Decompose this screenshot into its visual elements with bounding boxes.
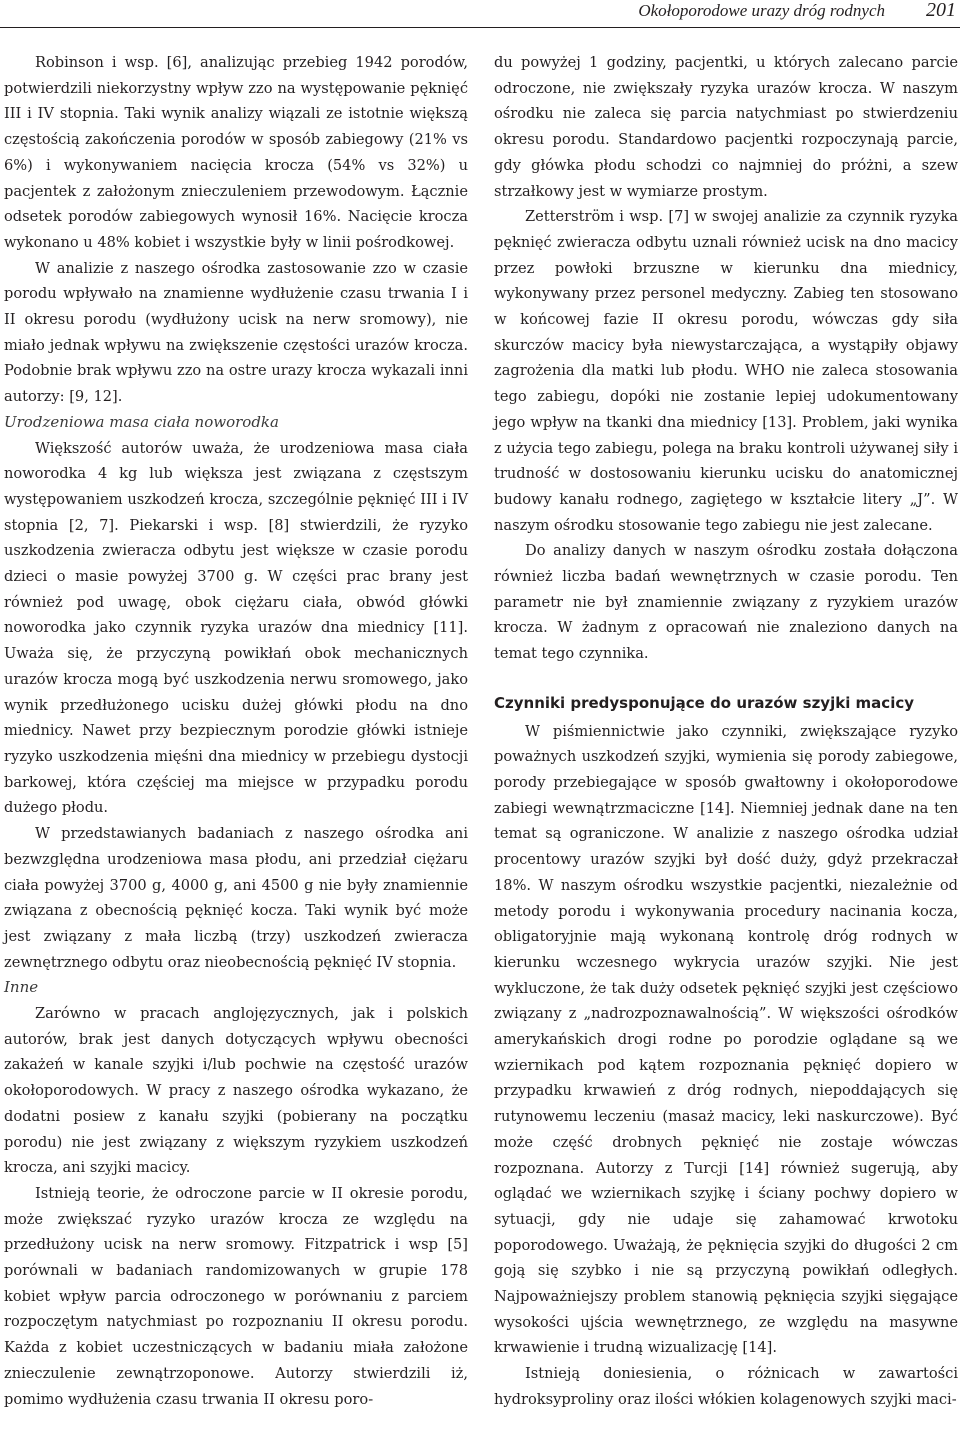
paragraph: Istnieją teorie, że odroczone parcie w II okresie porodu, może zwiększać ryzyko urazów krocza ze względu na przedłużony ucisk na nerw sromowy. Fitzpatrick i wsp [5] porównali w badaniach randomizowanych w grupie 178 kobiet wpływ parcia odroczonego w porównaniu z parciem rozpoczętym natychmiast po rozpoznaniu II okresu porodu. Każda z kobiet uczestniczących w badaniu miała założone znieczulenie zewnątrzoponowe. Autorzy stwierdzili iż, pomimo wydłużenia czasu trwania II okresu poro- [4, 1184, 468, 1408]
paragraph: Większość autorów uważa, że urodzeniowa masa ciała noworodka 4 kg lub większa jest związana z częstszym występowaniem uszkodzeń krocza, szczególnie pęknięć III i IV stopnia [2, 7]. Piekarski i wsp. [8] stwierdzili, że ryzyko uszkodzenia zwieracza odbytu jest większe w czasie porodu dzieci o masie powyżej 3700 g. W części prac brany jest również pod uwagę, obok ciężaru ciała, obwód główki noworodka jako czynnik ryzyka urazów dna miednicy [11]. Uważa się, że przyczyną powikłań obok mechanicznych urazów krocza mogą być uszkodzenia nerwu sromowego, jako wynik przedłużonego ucisku dużej główki płodu na dno miednicy. Nawet przy bezpiecznym porodzie główki istnieje ryzyko uszkodzenia mięśni dna miednicy w przebiegu dystocji barkowej, która częściej ma miejsce w przypadku porodu dużego płodu. [4, 439, 468, 817]
page-number: 201 [926, 0, 956, 21]
section-heading: Czynniki predysponujące do urazów szyjki macicy [494, 693, 915, 712]
paragraph: Robinson i wsp. [6], analizując przebieg 1942 porodów, potwierdzili niekorzystny wpływ zzo na występowanie pęknięć III i IV stopnia. Taki wynik analizy wiązali ze istotnie większą częstością zakończenia porodów w sposób zabiegowy (21% vs 6%) i wykonywaniem nacięcia krocza (54% vs 32%) u pacjentek z założonym znieczuleniem przewodowym. Łącznie odsetek porodów zabiegowych wynosił 16%. Nacięcie krocza wykonano u 48% kobiet i wszystkie były w linii pośrodkowej. [4, 54, 468, 251]
running-header [0, 0, 960, 28]
paragraph: Do analizy danych w naszym ośrodku została dołączona również liczba badań wewnętrznych w czasie porodu. Ten parametr nie był znamiennie związany z ryzykiem urazów krocza. W żadnym z opracowań nie znaleziono danych na temat tego czynnika. [494, 542, 958, 663]
running-title: Okołoporodowe urazy dróg rodnych [638, 1, 885, 20]
paragraph: W przedstawianych badaniach z naszego ośrodka ani bezwzględna urodzeniowa masa płodu, ani przedział ciężaru ciała powyżej 3700 g, 4000 g, ani 4500 g nie były znamiennie związana z obecnością pęknięć kocza. Taki wynik być może jest związany z mała liczbą (trzy) uszkodzeń zwieracza zewnętrznego odbytu oraz nieobecnością pęknięć IV stopnia. [4, 825, 468, 971]
subsection-heading-other: Inne [4, 978, 39, 997]
paragraph: du powyżej 1 godziny, pacjentki, u których zalecano parcie odroczone, nie zwiększały ryzyka urazów krocza. W naszym ośrodku nie zaleca się parcia natychmiast po stwierdzeniu okresu porodu. Standardowo pacjentki rozpoczynają parcie, gdy główka płodu schodzi co najmniej do próżni, a szew strzałkowy jest w wymiarze prostym. [494, 54, 958, 200]
paragraph: W piśmiennictwie jako czynniki, zwiększające ryzyko poważnych uszkodzeń szyjki, wymienia się porody zabiegowe, porody przebiegające w sposób gwałtowny i okołoporodowe zabiegi wewnątrzmaciczne [14]. Niemniej jednak dane na ten temat są ograniczone. W analizie z naszego ośrodka udział procentowy urazów szyjki był dość duży, gdyż przekraczał 18%. W naszym ośrodku wszystkie pacjentki, niezależnie od metody porodu i wykonywania procedury nacinania kocza, obligatoryjnie mają wykonaną kontrolę dróg rodnych w kierunku wczesnego wykrycia urazów szyjki. Nie jest wykluczone, że tak duży odsetek pęknięć szyjki jest częściowo związany z „nadrozpoznawalnością”. W większości ośrodków amerykańskich drogi rodne po porodzie oglądane są we wziernikach pod kątem rozpoznania pęknięć dopiero w przypadku krwawień z dróg rodnych, niepoddających się rutynowemu leczeniu (masaż macicy, leki naskurczowe). Być może część drobnych pęknięć nie zostaje wówczas rozpoznana. Autorzy z Turcji [14] również sugerują, aby oglądać we wziernikach szyjkę i ściany pochwy dopiero w sytuacji, gdy nie udaje się zahamować krwotoku poporodowego. Uważają, że pęknięcia szyjki do długości 2 cm goją się szybko i nie są przyczyną powikłań odległych. Najpoważniejszy problem stanowią pęknięcia szyjki sięgające wysokości ujścia wewnętrznego, ze względu na masywne krwawienie i trudną wizualizację [14]. [494, 722, 958, 1357]
right-column [494, 50, 958, 1413]
paragraph: Zetterström i wsp. [7] w swojej analizie za czynnik ryzyka pęknięć zwieracza odbytu uznali również ucisk na dno macicy przez powłoki brzuszne w kierunku dna miednicy, wykonywany przez personel medyczny. Zabieg ten stosowano w końcowej fazie II okresu porodu, wówczas gdy siła skurczów macicy była niewystarczająca, a wystąpiły objawy zagrożenia dla matki lub płodu. WHO nie zaleca stosowania tego zabiegu, dopóki nie zostanie lepiej udokumentowany jego wpływ na tkanki dna miednicy [13]. Problem, jaki wynika z użycia tego zabiegu, polega na braku kontroli używanej siły i trudność w dostosowaniu kierunku ucisku do anatomicznej budowy kanału rodnego, zagiętego w kształcie litery „J”. W naszym ośrodku stosowanie tego zabiegu nie jest zalecane. [494, 208, 958, 534]
paragraph: Istnieją doniesienia, o różnicach w zawartości hydroksyproliny oraz ilości włókien kolagenowych szyjki maci- [494, 1365, 958, 1408]
paragraph: Zarówno w pracach anglojęzycznych, jak i polskich autorów, brak jest danych dotyczących wpływu obecności zakażeń w kanale szyjki i/lub pochwie na częstość urazów okołoporodowych. W pracy z naszego ośrodka wykazano, że dodatni posiew z kanału szyjki (pobierany na początku porodu) nie jest związany z większym ryzykiem uszkodzeń krocza, ani szyjki macicy. [4, 1005, 468, 1177]
left-column [4, 50, 468, 1412]
subsection-heading-birthweight: Urodzeniowa masa ciała noworodka [4, 412, 279, 431]
paragraph: W analizie z naszego ośrodka zastosowanie zzo w czasie porodu wpływało na znamienne wydłużenie czasu trwania I i II okresu porodu (wydłużony ucisk na nerw sromowy), nie miało jednak wpływu na zwiększenie częstości urazów krocza. Podobnie brak wpływu zzo na ostre urazy krocza wykazali inni autorzy: [9, 12]. [4, 259, 468, 406]
